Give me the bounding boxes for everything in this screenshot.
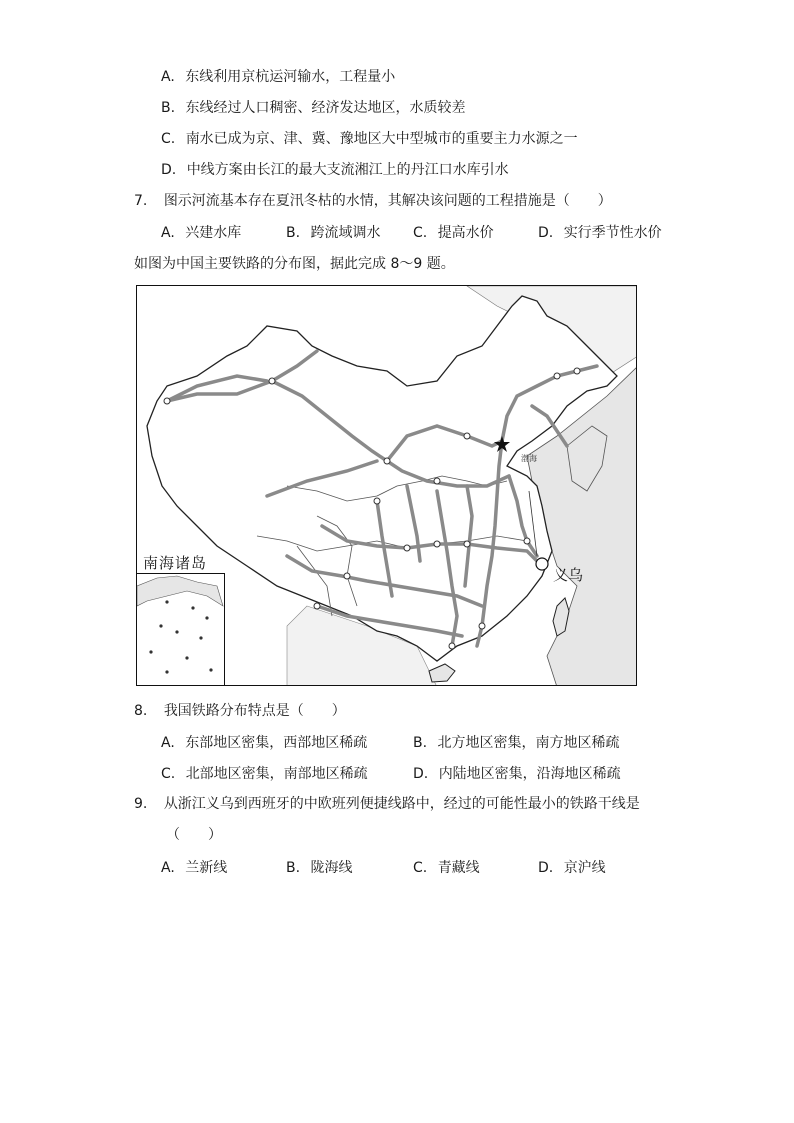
- option-letter: C.: [161, 131, 176, 147]
- option-text: 北方地区密集，南方地区稀疏: [437, 735, 620, 751]
- q8-option-a: [161, 732, 367, 752]
- yiwu-label: 义乌: [553, 566, 584, 584]
- option-letter: A.: [161, 860, 175, 876]
- option-letter: D.: [538, 225, 554, 241]
- option-text: 青藏线: [437, 860, 480, 876]
- option-letter: D.: [538, 860, 554, 876]
- question-number: 8.: [134, 703, 148, 719]
- option-letter: D.: [413, 766, 429, 782]
- option-letter: A.: [161, 225, 175, 241]
- map-intro: 如图为中国主要铁路的分布图，据此完成 8～9 题。: [134, 256, 455, 272]
- hainan-island: [429, 664, 455, 682]
- q7-option-b: [286, 222, 381, 242]
- option-text: 兰新线: [185, 860, 228, 876]
- option-text: 东线利用京杭运河输水，工程量小: [185, 69, 396, 85]
- q8-option-b: [413, 732, 620, 752]
- option-letter: B.: [413, 735, 428, 751]
- q7-option-a: [161, 222, 241, 242]
- option-letter: D.: [161, 162, 177, 178]
- option-letter: B.: [161, 100, 176, 116]
- q9-stem-line: [134, 794, 640, 814]
- option-text: 东线经过人口稠密、经济发达地区，水质较差: [185, 100, 466, 116]
- bohai-label: 渤海: [521, 454, 537, 463]
- option-letter: B.: [286, 860, 301, 876]
- option-letter: C.: [413, 860, 428, 876]
- option-letter: B.: [286, 225, 301, 241]
- q6-option-d: [161, 159, 509, 179]
- option-letter: A.: [161, 735, 175, 751]
- q9-stem-cont: （ ）: [166, 827, 222, 843]
- q9-option-a: [161, 857, 227, 877]
- option-text: 南水已成为京、津、冀、豫地区大中型城市的重要主力水源之一: [185, 131, 578, 147]
- q6-option-a: [161, 66, 395, 86]
- option-letter: C.: [161, 766, 176, 782]
- q7-stem-line: [134, 191, 612, 211]
- question-stem: 图示河流基本存在夏汛冬枯的水情，其解决该问题的工程措施是（ ）: [163, 193, 612, 209]
- yiwu-marker: [536, 558, 548, 570]
- option-text: 东部地区密集，西部地区稀疏: [185, 735, 368, 751]
- q7-option-c: [413, 222, 494, 242]
- option-letter: C.: [413, 225, 428, 241]
- q7-option-d: [538, 222, 662, 242]
- q8-option-c: [161, 763, 368, 783]
- south-china-sea-inset: [137, 573, 225, 686]
- question-number: 9.: [134, 796, 148, 812]
- q8-stem-line: [134, 701, 346, 721]
- question-stem: 我国铁路分布特点是（ ）: [163, 703, 346, 719]
- inset-title: 南海诸岛: [143, 554, 208, 572]
- q9-option-d: [538, 857, 606, 877]
- q6-option-b: [161, 97, 466, 117]
- option-text: 中线方案由长江的最大支流湘江上的丹江口水库引水: [186, 162, 509, 178]
- option-text: 提高水价: [437, 225, 494, 241]
- q8-option-d: [413, 763, 621, 783]
- option-text: 京沪线: [563, 860, 606, 876]
- option-text: 兴建水库: [185, 225, 242, 241]
- option-text: 实行季节性水价: [563, 225, 662, 241]
- question-stem: 从浙江义乌到西班牙的中欧班列便捷线路中，经过的可能性最小的铁路干线是: [163, 796, 640, 812]
- q6-option-c: [161, 128, 578, 148]
- option-text: 跨流域调水: [310, 225, 381, 241]
- q9-option-b: [286, 857, 353, 877]
- option-text: 陇海线: [310, 860, 353, 876]
- railway-map: [136, 285, 637, 686]
- option-text: 北部地区密集，南部地区稀疏: [185, 766, 368, 782]
- option-text: 内陆地区密集，沿海地区稀疏: [438, 766, 621, 782]
- question-number: 7.: [134, 193, 148, 209]
- option-letter: A.: [161, 69, 175, 85]
- q9-option-c: [413, 857, 480, 877]
